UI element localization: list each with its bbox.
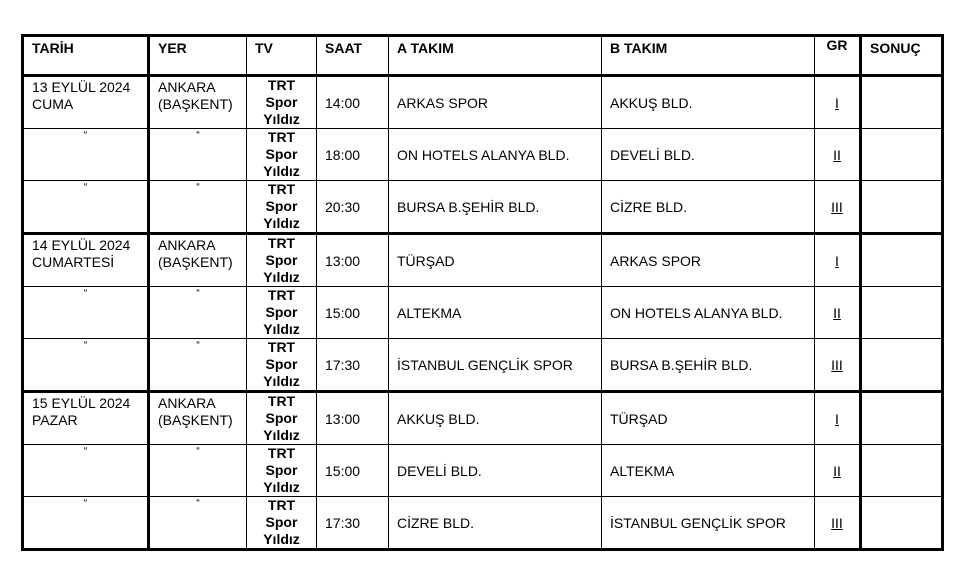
group-label: III <box>831 198 843 215</box>
header-tv: TV <box>247 36 317 76</box>
table-row <box>23 234 943 287</box>
venue-cell <box>149 234 247 287</box>
team-a-cell: DEVELİ BLD. <box>389 445 602 497</box>
date-cell <box>23 392 149 445</box>
group-label: I <box>835 252 839 269</box>
date: 13 EYLÜL 2024 <box>32 79 131 95</box>
date: 15 EYLÜL 2024 <box>32 395 131 411</box>
header-saat: SAAT <box>317 36 389 76</box>
tv-line: Spor <box>265 94 298 110</box>
date-ditto: “ <box>23 339 149 392</box>
result-cell <box>861 339 943 392</box>
result-cell <box>861 497 943 550</box>
group-label: II <box>833 146 841 163</box>
venue-detail: (BAŞKENT) <box>158 96 233 112</box>
tv-cell <box>247 497 317 550</box>
group-label: I <box>835 410 839 427</box>
group-cell <box>815 181 861 234</box>
team-b-cell: DEVELİ BLD. <box>602 129 815 181</box>
team-a-cell: BURSA B.ŞEHİR BLD. <box>389 181 602 234</box>
result-cell <box>861 234 943 287</box>
time-cell: 17:30 <box>317 339 389 392</box>
venue-city: ANKARA <box>158 395 216 411</box>
venue-cell <box>149 392 247 445</box>
fixture-table <box>21 34 944 551</box>
day: PAZAR <box>32 412 78 428</box>
table-row <box>23 497 943 550</box>
table-row <box>23 339 943 392</box>
venue-ditto: “ <box>149 339 247 392</box>
table-row <box>23 287 943 339</box>
tv-line: Yıldız <box>263 427 300 443</box>
day: CUMARTESİ <box>32 254 115 270</box>
tv-line: Yıldız <box>263 215 300 231</box>
header-gr: GR <box>815 36 861 76</box>
tv-line: TRT <box>267 339 296 355</box>
tv-line: Yıldız <box>263 479 300 495</box>
venue-ditto: “ <box>149 129 247 181</box>
tv-line: Spor <box>265 462 298 478</box>
tv-line: Spor <box>265 410 298 426</box>
group-cell <box>815 339 861 392</box>
tv-cell <box>247 234 317 287</box>
group-cell <box>815 392 861 445</box>
group-label: II <box>833 304 841 321</box>
venue-ditto: “ <box>149 497 247 550</box>
tv-line: Yıldız <box>263 163 300 179</box>
tv-cell <box>247 445 317 497</box>
date-ditto: “ <box>23 181 149 234</box>
venue-ditto: “ <box>149 287 247 339</box>
group-cell <box>815 129 861 181</box>
result-cell <box>861 129 943 181</box>
header-b-takim: B TAKIM <box>602 36 815 76</box>
team-a-cell: TÜRŞAD <box>389 234 602 287</box>
result-cell <box>861 445 943 497</box>
tv-cell <box>247 392 317 445</box>
time-cell: 15:00 <box>317 445 389 497</box>
tv-cell <box>247 129 317 181</box>
tv-line: Yıldız <box>263 373 300 389</box>
team-b-cell: ALTEKMA <box>602 445 815 497</box>
tv-line: TRT <box>267 287 296 303</box>
team-b-cell: BURSA B.ŞEHİR BLD. <box>602 339 815 392</box>
team-a-cell: ON HOTELS ALANYA BLD. <box>389 129 602 181</box>
tv-line: TRT <box>267 497 296 513</box>
team-a-cell: İSTANBUL GENÇLİK SPOR <box>389 339 602 392</box>
team-a-cell: ARKAS SPOR <box>389 76 602 129</box>
header-tarih: TARİH <box>23 36 149 76</box>
venue-city: ANKARA <box>158 79 216 95</box>
tv-cell <box>247 181 317 234</box>
table-row <box>23 445 943 497</box>
date-ditto: “ <box>23 497 149 550</box>
tv-line: Spor <box>265 252 298 268</box>
date-cell <box>23 76 149 129</box>
venue-city: ANKARA <box>158 237 216 253</box>
result-cell <box>861 287 943 339</box>
time-cell: 20:30 <box>317 181 389 234</box>
tv-line: Spor <box>265 146 298 162</box>
group-label: III <box>831 356 843 373</box>
venue-detail: (BAŞKENT) <box>158 254 233 270</box>
time-cell: 18:00 <box>317 129 389 181</box>
time-cell: 13:00 <box>317 234 389 287</box>
header-a-takim: A TAKIM <box>389 36 602 76</box>
group-cell <box>815 234 861 287</box>
time-cell: 17:30 <box>317 497 389 550</box>
result-cell <box>861 181 943 234</box>
tv-cell <box>247 76 317 129</box>
table-row <box>23 181 943 234</box>
tv-line: Yıldız <box>263 531 300 547</box>
team-a-cell: CİZRE BLD. <box>389 497 602 550</box>
fixture-body <box>23 76 943 550</box>
tv-cell <box>247 339 317 392</box>
time-cell: 14:00 <box>317 76 389 129</box>
tv-line: Spor <box>265 514 298 530</box>
result-cell <box>861 392 943 445</box>
tv-cell <box>247 287 317 339</box>
time-cell: 13:00 <box>317 392 389 445</box>
table-row <box>23 76 943 129</box>
table-row <box>23 392 943 445</box>
group-label: I <box>835 94 839 111</box>
team-b-cell: AKKUŞ BLD. <box>602 76 815 129</box>
date: 14 EYLÜL 2024 <box>32 237 131 253</box>
day: CUMA <box>32 96 74 112</box>
tv-line: Spor <box>265 198 298 214</box>
date-ditto: “ <box>23 287 149 339</box>
venue-detail: (BAŞKENT) <box>158 412 233 428</box>
header-sonuc: SONUÇ <box>861 36 943 76</box>
tv-line: Spor <box>265 356 298 372</box>
venue-ditto: “ <box>149 181 247 234</box>
time-cell: 15:00 <box>317 287 389 339</box>
venue-ditto: “ <box>149 445 247 497</box>
group-cell <box>815 497 861 550</box>
table-row <box>23 129 943 181</box>
team-b-cell: ARKAS SPOR <box>602 234 815 287</box>
tv-line: TRT <box>267 445 296 461</box>
tv-line: Yıldız <box>263 321 300 337</box>
group-cell <box>815 287 861 339</box>
date-ditto: “ <box>23 129 149 181</box>
group-cell <box>815 445 861 497</box>
tv-line: Spor <box>265 304 298 320</box>
date-ditto: “ <box>23 445 149 497</box>
tv-line: Yıldız <box>263 111 300 127</box>
header-yer: YER <box>149 36 247 76</box>
team-b-cell: ON HOTELS ALANYA BLD. <box>602 287 815 339</box>
tv-line: TRT <box>267 393 296 409</box>
group-label: II <box>833 462 841 479</box>
team-b-cell: TÜRŞAD <box>602 392 815 445</box>
header-row <box>23 36 943 76</box>
tv-line: TRT <box>267 181 296 197</box>
tv-line: TRT <box>267 77 296 93</box>
date-cell <box>23 234 149 287</box>
tv-line: TRT <box>267 129 296 145</box>
tv-line: TRT <box>267 235 296 251</box>
venue-cell <box>149 76 247 129</box>
team-a-cell: ALTEKMA <box>389 287 602 339</box>
result-cell <box>861 76 943 129</box>
tv-line: Yıldız <box>263 269 300 285</box>
team-b-cell: İSTANBUL GENÇLİK SPOR <box>602 497 815 550</box>
group-label: III <box>831 514 843 531</box>
team-b-cell: CİZRE BLD. <box>602 181 815 234</box>
group-cell <box>815 76 861 129</box>
team-a-cell: AKKUŞ BLD. <box>389 392 602 445</box>
